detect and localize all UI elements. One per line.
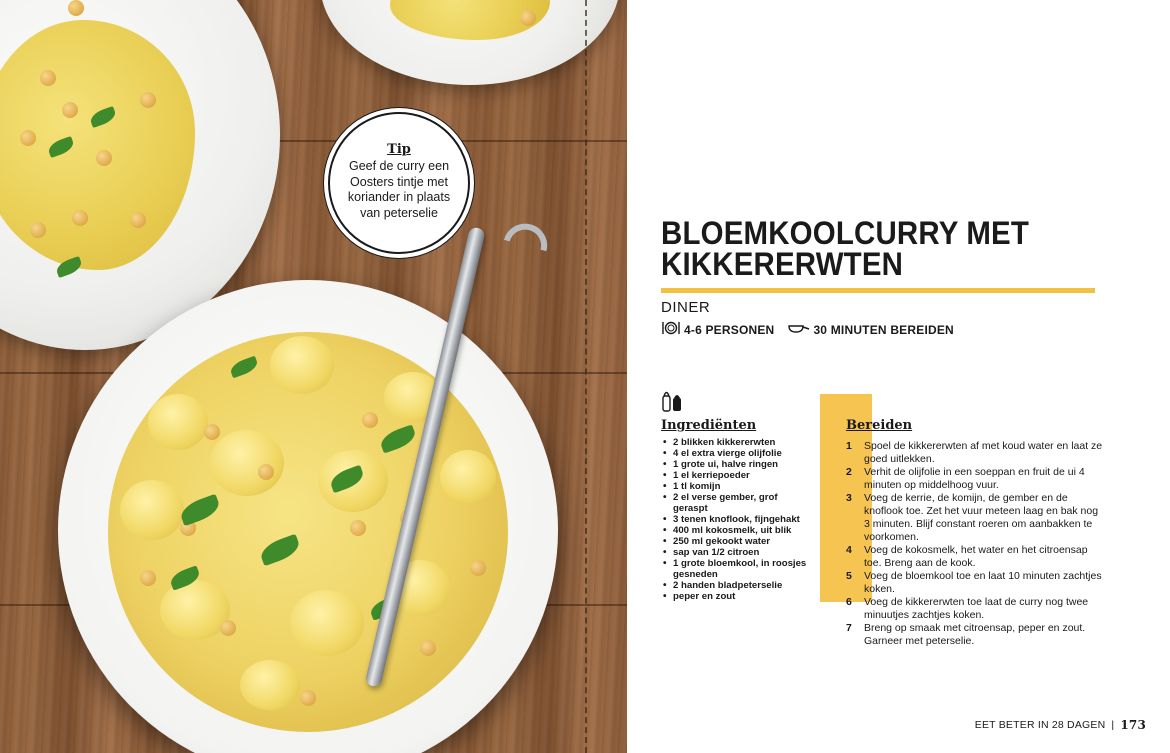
step-number: 6 [846,596,852,608]
plate-cutlery-icon [661,321,681,338]
step-item [846,622,1106,648]
step-text: Breng op smaak met citroensap, peper en zout. Garneer met peterselie. [864,622,1086,647]
page-footer [975,718,1146,732]
footer-separator: | [1111,719,1115,731]
step-item [846,466,1106,492]
chickpea [140,92,156,108]
recipe-title: BLOEMKOOLCURRY MET KIKKERERWTEN [661,215,1030,282]
cauliflower-floret [160,580,230,640]
ingredient-item: • 400 ml kokosmelk, uit blik [661,525,811,536]
chickpea [362,412,378,428]
ingredient-item: • 2 el verse gember, grof geraspt [661,492,811,514]
preparation-title: Bereiden [846,418,913,433]
cauliflower-floret [240,660,300,710]
step-number: 3 [846,492,852,504]
meal-type: DINER [661,299,711,316]
ingredient-item: • 1 tl komijn [661,481,811,492]
chickpea [72,210,88,226]
step-item [846,544,1106,570]
tip-text: Geef de curry een Oosters tintje met koriander in plaats van peterselie [347,159,451,220]
ingredient-item: • sap van 1/2 citroen [661,547,811,558]
pan-icon [788,322,810,337]
step-text: Verhit de olijfolie in een soeppan en fruit de ui 4 minuten op middelhoog vuur. [864,466,1085,491]
step-number: 2 [846,466,852,478]
chickpea [220,620,236,636]
step-text: Voeg de bloemkool toe en laat 10 minuten zachtjes koken. [864,570,1102,595]
cauliflower-floret [270,336,334,394]
tip-badge [328,112,470,254]
chickpea [470,560,486,576]
page-number: 173 [1120,718,1146,732]
chickpea [96,150,112,166]
chickpea [20,130,36,146]
tip-title: Tip [387,142,411,157]
step-item [846,492,1106,544]
ingredient-item: • 1 el kerriepoeder [661,470,811,481]
salt-pepper-icon [660,388,684,412]
cauliflower-floret [120,480,184,540]
chickpea [62,102,78,118]
cauliflower-floret [148,394,208,450]
ladle-hook [504,219,552,252]
recipe-meta [661,321,954,338]
chickpea [30,222,46,238]
chickpea [204,424,220,440]
book-title: EET BETER IN 28 DAGEN [974,719,1106,731]
ingredient-item: • 1 grote bloemkool, in roosjes gesneden [661,558,811,580]
chickpea [300,690,316,706]
ingredient-item: • 1 grote ui, halve ringen [661,459,811,470]
ingredient-item: • peper en zout [661,591,811,602]
step-number: 4 [846,544,852,556]
step-text: Voeg de kikkererwten toe laat de curry nog twee minuutjes zachtjes koken. [864,596,1089,621]
chickpea [520,10,536,26]
fold-dashed-line [585,0,587,753]
servings-label: 4-6 PERSONEN [684,322,775,337]
title-rule [661,288,1095,293]
chickpea [140,570,156,586]
ingredients-list [661,437,811,602]
chickpea [420,640,436,656]
cauliflower-floret [440,450,496,504]
step-item [846,440,1106,466]
ingredient-item: • 3 tenen knoflook, fijngehakt [661,514,811,525]
time-label: 30 MINUTEN BEREIDEN [813,322,954,337]
step-text: Voeg de kokosmelk, het water en het citroensap toe. Breng aan de kook. [864,544,1088,569]
ingredient-item: • 250 ml gekookt water [661,536,811,547]
step-text: Spoel de kikkererwten af met koud water en laat ze goed uitlekken. [864,440,1103,465]
preparation-steps [846,440,1106,648]
step-item [846,596,1106,622]
step-item [846,570,1106,596]
chickpea [350,520,366,536]
step-text: Voeg de kerrie, de komijn, de gember en de knoflook toe. Zet het vuur meteen laag en bak nog 3 minuten. Blijf constant roeren om aanbakken te voorkomen. [864,492,1099,543]
ingredients-title: Ingrediënten [661,418,757,433]
chickpea [258,464,274,480]
ingredient-item: • 4 el extra vierge olijfolie [661,448,811,459]
ingredient-item: • 2 handen bladpeterselie [661,580,811,591]
chickpea [130,212,146,228]
cauliflower-floret [290,590,364,656]
chickpea [68,0,84,16]
step-number: 5 [846,570,852,582]
ingredient-item: • 2 blikken kikkererwten [661,437,811,448]
step-number: 7 [846,622,852,634]
chickpea [40,70,56,86]
step-number: 1 [846,440,852,452]
cauliflower-floret [210,430,284,496]
